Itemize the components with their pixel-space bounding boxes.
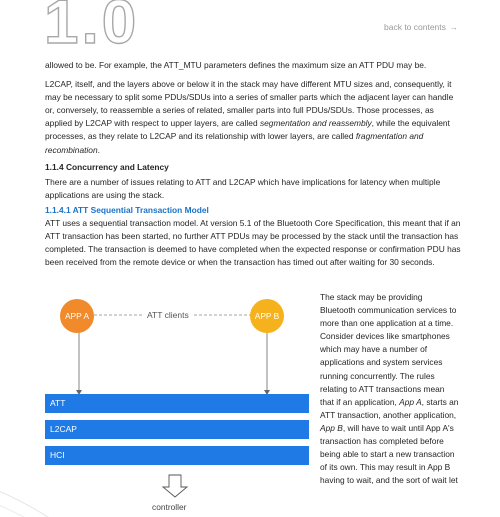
body-paragraph bbox=[45, 217, 463, 269]
text-run: , starts an ATT transaction, another application, bbox=[320, 396, 459, 420]
app-a-circle bbox=[60, 299, 94, 333]
body-paragraph bbox=[45, 59, 463, 72]
text-run: , while the equivalent processes, as they relate to L2CAP and its relationship with lower layers, are called bbox=[45, 118, 450, 142]
body-paragraph bbox=[45, 78, 463, 157]
down-arrow-icon bbox=[163, 475, 187, 497]
arrow-right-icon: → bbox=[449, 22, 458, 32]
l2cap-layer-bar: L2CAP bbox=[45, 420, 309, 439]
text-run: L2CAP, itself, and the layers above or below it in the stack may have different MTU sizes and, consequently, it may be necessary to split some PDUs/SDUs into a series of smaller parts which the adjacent layer can handle or, conversely, to reassemble a series of related, smaller parts into full PDUs/SDUs. Those processes, as applied by L2CAP with respect to upper layers, are called bbox=[45, 79, 454, 129]
decorative-swirl bbox=[0, 420, 130, 517]
text-run: There are a number of issues relating to ATT and L2CAP which have implications for latency when multiple applications are using the stack. bbox=[45, 176, 441, 200]
app-b-circle bbox=[250, 299, 284, 333]
section-heading bbox=[45, 161, 463, 174]
section-heading bbox=[45, 204, 463, 217]
emphasis-text: fragmentation and recombination bbox=[45, 131, 424, 155]
text-run: ATT uses a sequential transaction model. At version 5.1 of the Bluetooth Core Specification, this meant that if an ATT transaction has been started, no further ATT PDUs may be processed by the stack until the transaction has completed. The transaction is deemed to have completed when the expected response or confirmation PDU has been received from the remote device or when the transaction has timed out after waiting for 30 seconds. bbox=[45, 218, 461, 268]
controller-label: controller bbox=[152, 502, 187, 512]
att-clients-label: ATT clients bbox=[144, 310, 192, 320]
att-layer-bar: ATT bbox=[45, 394, 309, 413]
text-run: allowed to be. For example, the ATT_MTU parameters defines the maximum size an ATT PDU may be. bbox=[45, 60, 427, 70]
text-run: 1.1.4.1 ATT Sequential Transaction Model bbox=[45, 204, 209, 215]
text-run: The stack may be providing Bluetooth communication services to more than one application at a time. Consider devices like smartphones which may have a number of applications and system services running concurrently. The rules relating to ATT transactions mean that if an application, bbox=[320, 292, 457, 407]
text-run: . bbox=[97, 144, 100, 155]
emphasis-text: App A bbox=[399, 396, 422, 407]
main-text bbox=[45, 59, 463, 269]
emphasis-text: segmentation and reassembly bbox=[259, 118, 372, 129]
app-a-label: APP A bbox=[64, 311, 90, 321]
back-to-contents-link[interactable] bbox=[384, 22, 458, 32]
back-to-contents-label: back to contents bbox=[384, 22, 446, 32]
text-run: , will have to wait until App A's transaction has completed before being able to start a new transaction of its own. This may result in App B having to wait, and the sort of wait let bbox=[320, 422, 458, 486]
text-run: 1.1.4 Concurrency and Latency bbox=[45, 161, 169, 172]
side-text bbox=[320, 291, 460, 487]
body-paragraph bbox=[45, 176, 463, 202]
section-version-mark: 1.0 bbox=[44, 0, 140, 57]
hci-layer-bar: HCI bbox=[45, 446, 309, 465]
emphasis-text: App B bbox=[320, 422, 343, 433]
app-b-label: APP B bbox=[254, 311, 280, 321]
